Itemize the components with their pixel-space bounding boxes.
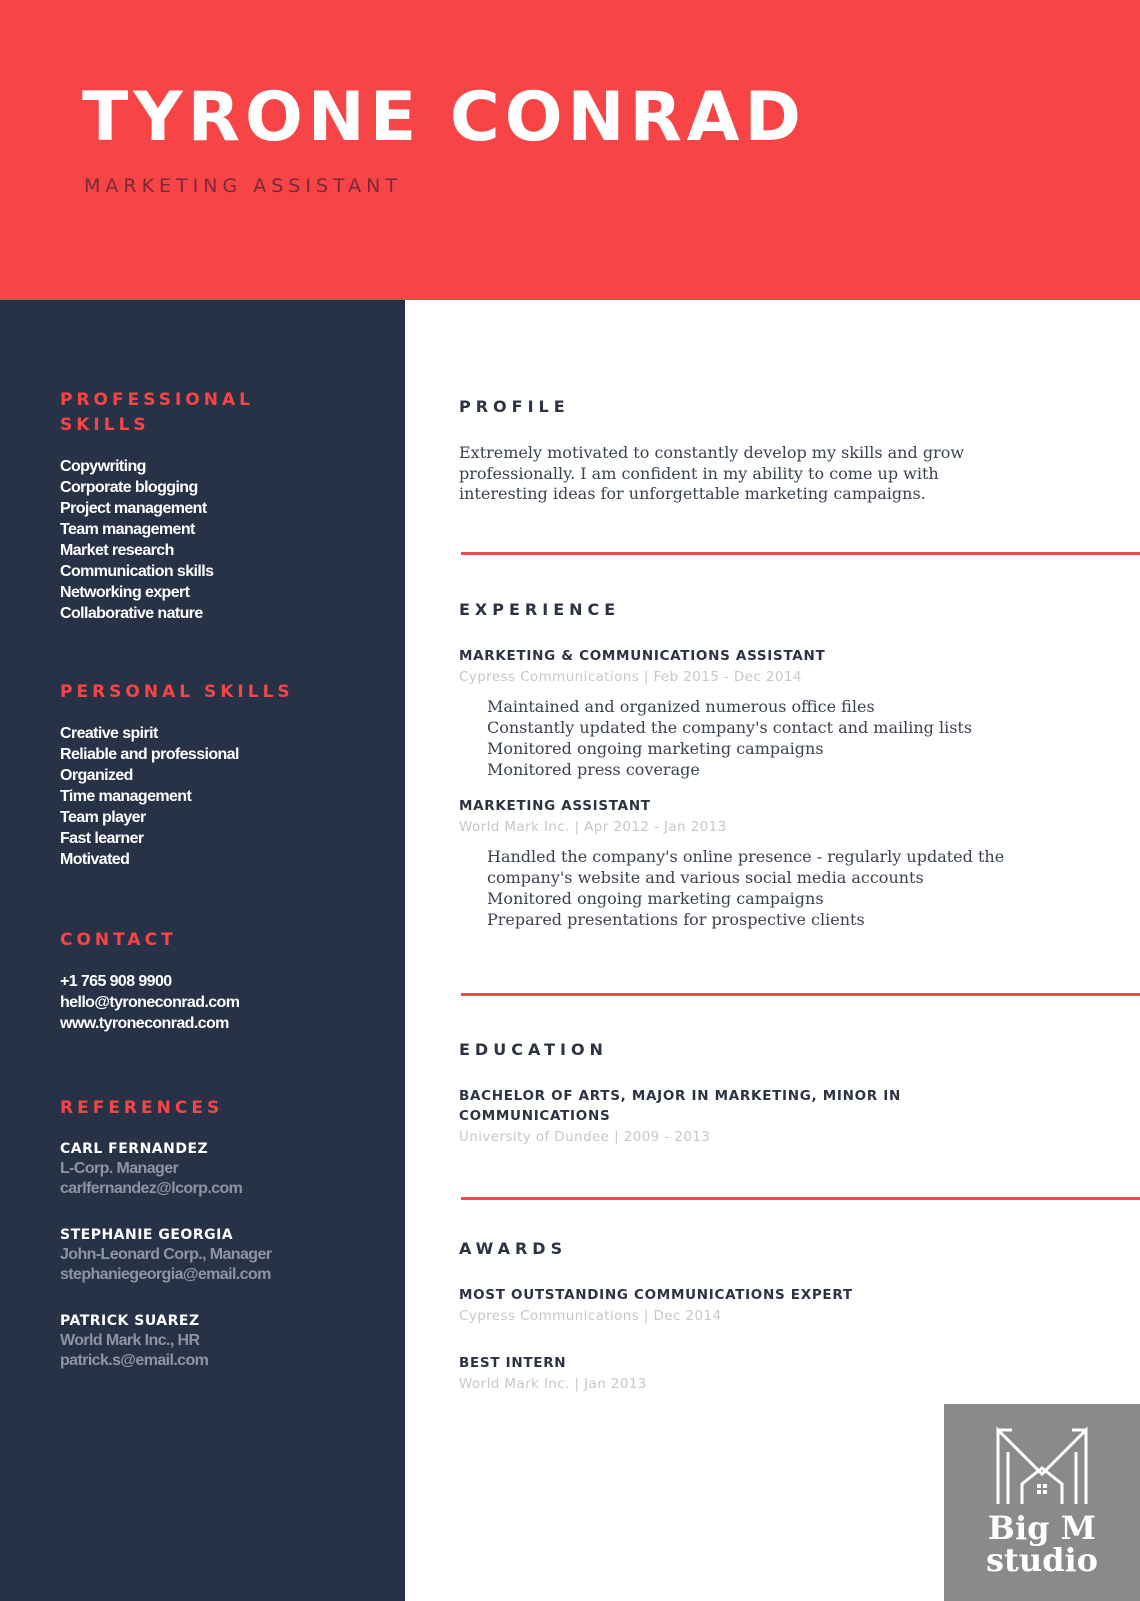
reference-role: L-Corp. Manager — [60, 1160, 179, 1177]
job-meta: World Mark Inc. | Apr 2012 - Jan 2013 — [459, 819, 727, 835]
personal-skills-section — [60, 680, 380, 870]
candidate-name: TYRONE CONRAD — [82, 78, 806, 157]
professional-skills-section — [60, 388, 380, 624]
contact-phone: +1 765 908 9900 — [60, 973, 172, 990]
education-section — [459, 1040, 1109, 1148]
profile-line: professionally. I am confident in my ability to come up with — [459, 463, 939, 483]
skill-item: Team management — [60, 521, 195, 538]
contact-list — [60, 971, 380, 1034]
degree-title: BACHELOR OF ARTS, MAJOR IN MARKETING, MINOR IN — [459, 1088, 901, 1104]
skill-item: Organized — [60, 767, 133, 784]
reference-email[interactable]: stephaniegeorgia@email.com — [60, 1266, 271, 1283]
job-title: MARKETING ASSISTANT — [459, 798, 651, 814]
skill-item: Reliable and professional — [60, 746, 239, 763]
skill-item: Project management — [60, 500, 207, 517]
awards-section — [459, 1239, 1109, 1395]
education-heading: EDUCATION — [459, 1040, 608, 1059]
skill-item: Collaborative nature — [60, 605, 203, 622]
reference-item — [60, 1139, 380, 1199]
reference-name: CARL FERNANDEZ — [60, 1141, 209, 1157]
personal-skills-heading: PERSONAL SKILLS — [60, 682, 294, 702]
reference-item — [60, 1311, 380, 1371]
contact-email[interactable]: hello@tyroneconrad.com — [60, 994, 240, 1011]
award-title: MOST OUTSTANDING COMMUNICATIONS EXPERT — [459, 1287, 853, 1303]
professional-skills-heading — [60, 388, 380, 438]
job-title: MARKETING & COMMUNICATIONS ASSISTANT — [459, 648, 826, 664]
skill-item: Creative spirit — [60, 725, 158, 742]
job-duty: Monitored press coverage — [487, 760, 700, 779]
award-meta: Cypress Communications | Dec 2014 — [459, 1308, 722, 1324]
skill-item: Motivated — [60, 851, 130, 868]
awards-heading: AWARDS — [459, 1239, 568, 1258]
contact-heading: CONTACT — [60, 930, 177, 950]
job-duties — [459, 696, 1109, 780]
job-duty: Maintained and organized numerous office files — [487, 697, 875, 716]
reference-role: World Mark Inc., HR — [60, 1332, 200, 1349]
heading-line: SKILLS — [60, 415, 150, 435]
skill-item: Communication skills — [60, 563, 214, 580]
watermark-line: studio — [986, 1541, 1098, 1579]
job-meta: Cypress Communications | Feb 2015 - Dec 2014 — [459, 669, 802, 685]
education-meta: University of Dundee | 2009 - 2013 — [459, 1129, 711, 1145]
heading-line: PROFESSIONAL — [60, 390, 254, 410]
profile-line: interesting ideas for unforgettable marketing campaigns. — [459, 484, 926, 503]
award-entry — [459, 1353, 1109, 1395]
references-section — [60, 1096, 380, 1397]
profile-section — [459, 397, 1109, 505]
contact-section — [60, 928, 380, 1034]
reference-email[interactable]: carlfernandez@lcorp.com — [60, 1180, 243, 1197]
skill-item: Fast learner — [60, 830, 144, 847]
profile-text — [459, 443, 999, 505]
education-entry — [459, 1086, 1109, 1148]
job-duty: Monitored ongoing marketing campaigns — [487, 739, 824, 758]
award-entry — [459, 1285, 1109, 1327]
job-duty: Constantly updated the company's contact and mailing lists — [487, 718, 973, 737]
section-divider — [461, 1197, 1140, 1200]
profile-heading: PROFILE — [459, 397, 570, 416]
references-heading: REFERENCES — [60, 1098, 224, 1118]
studio-logo-icon — [992, 1422, 1092, 1508]
job-entry — [459, 646, 1109, 780]
section-divider — [461, 993, 1140, 996]
skill-item: Team player — [60, 809, 146, 826]
sidebar — [0, 300, 405, 1601]
reference-item — [60, 1225, 380, 1285]
degree-title: COMMUNICATIONS — [459, 1108, 611, 1124]
job-duty: Handled the company's online presence - regularly updated the — [487, 847, 1005, 866]
award-meta: World Mark Inc. | Jan 2013 — [459, 1376, 647, 1392]
reference-email[interactable]: patrick.s@email.com — [60, 1352, 209, 1369]
reference-name: STEPHANIE GEORGIA — [60, 1227, 234, 1243]
experience-heading: EXPERIENCE — [459, 600, 621, 619]
professional-skills-list — [60, 456, 380, 624]
job-entry — [459, 796, 1109, 930]
reference-name: PATRICK SUAREZ — [60, 1313, 200, 1329]
personal-skills-list — [60, 723, 380, 870]
skill-item: Copywriting — [60, 458, 146, 475]
candidate-title: MARKETING ASSISTANT — [84, 175, 402, 197]
studio-watermark — [944, 1404, 1140, 1601]
award-title: BEST INTERN — [459, 1355, 567, 1371]
skill-item: Networking expert — [60, 584, 190, 601]
profile-line: Extremely motivated to constantly develop my skills and grow — [459, 443, 965, 462]
watermark-line: Big M — [987, 1509, 1097, 1547]
job-duty: Prepared presentations for prospective clients — [487, 910, 865, 929]
section-divider — [461, 552, 1140, 555]
reference-role: John-Leonard Corp., Manager — [60, 1246, 272, 1263]
job-duty: Monitored ongoing marketing campaigns — [487, 889, 824, 908]
job-duty: company's website and various social media accounts — [487, 868, 924, 887]
studio-watermark-text — [944, 1509, 1140, 1579]
skill-item: Market research — [60, 542, 174, 559]
skill-item: Corporate blogging — [60, 479, 198, 496]
header-banner — [0, 0, 1140, 300]
experience-section — [459, 600, 1109, 930]
skill-item: Time management — [60, 788, 192, 805]
contact-website[interactable]: www.tyroneconrad.com — [60, 1015, 229, 1032]
job-duties — [459, 846, 1109, 930]
